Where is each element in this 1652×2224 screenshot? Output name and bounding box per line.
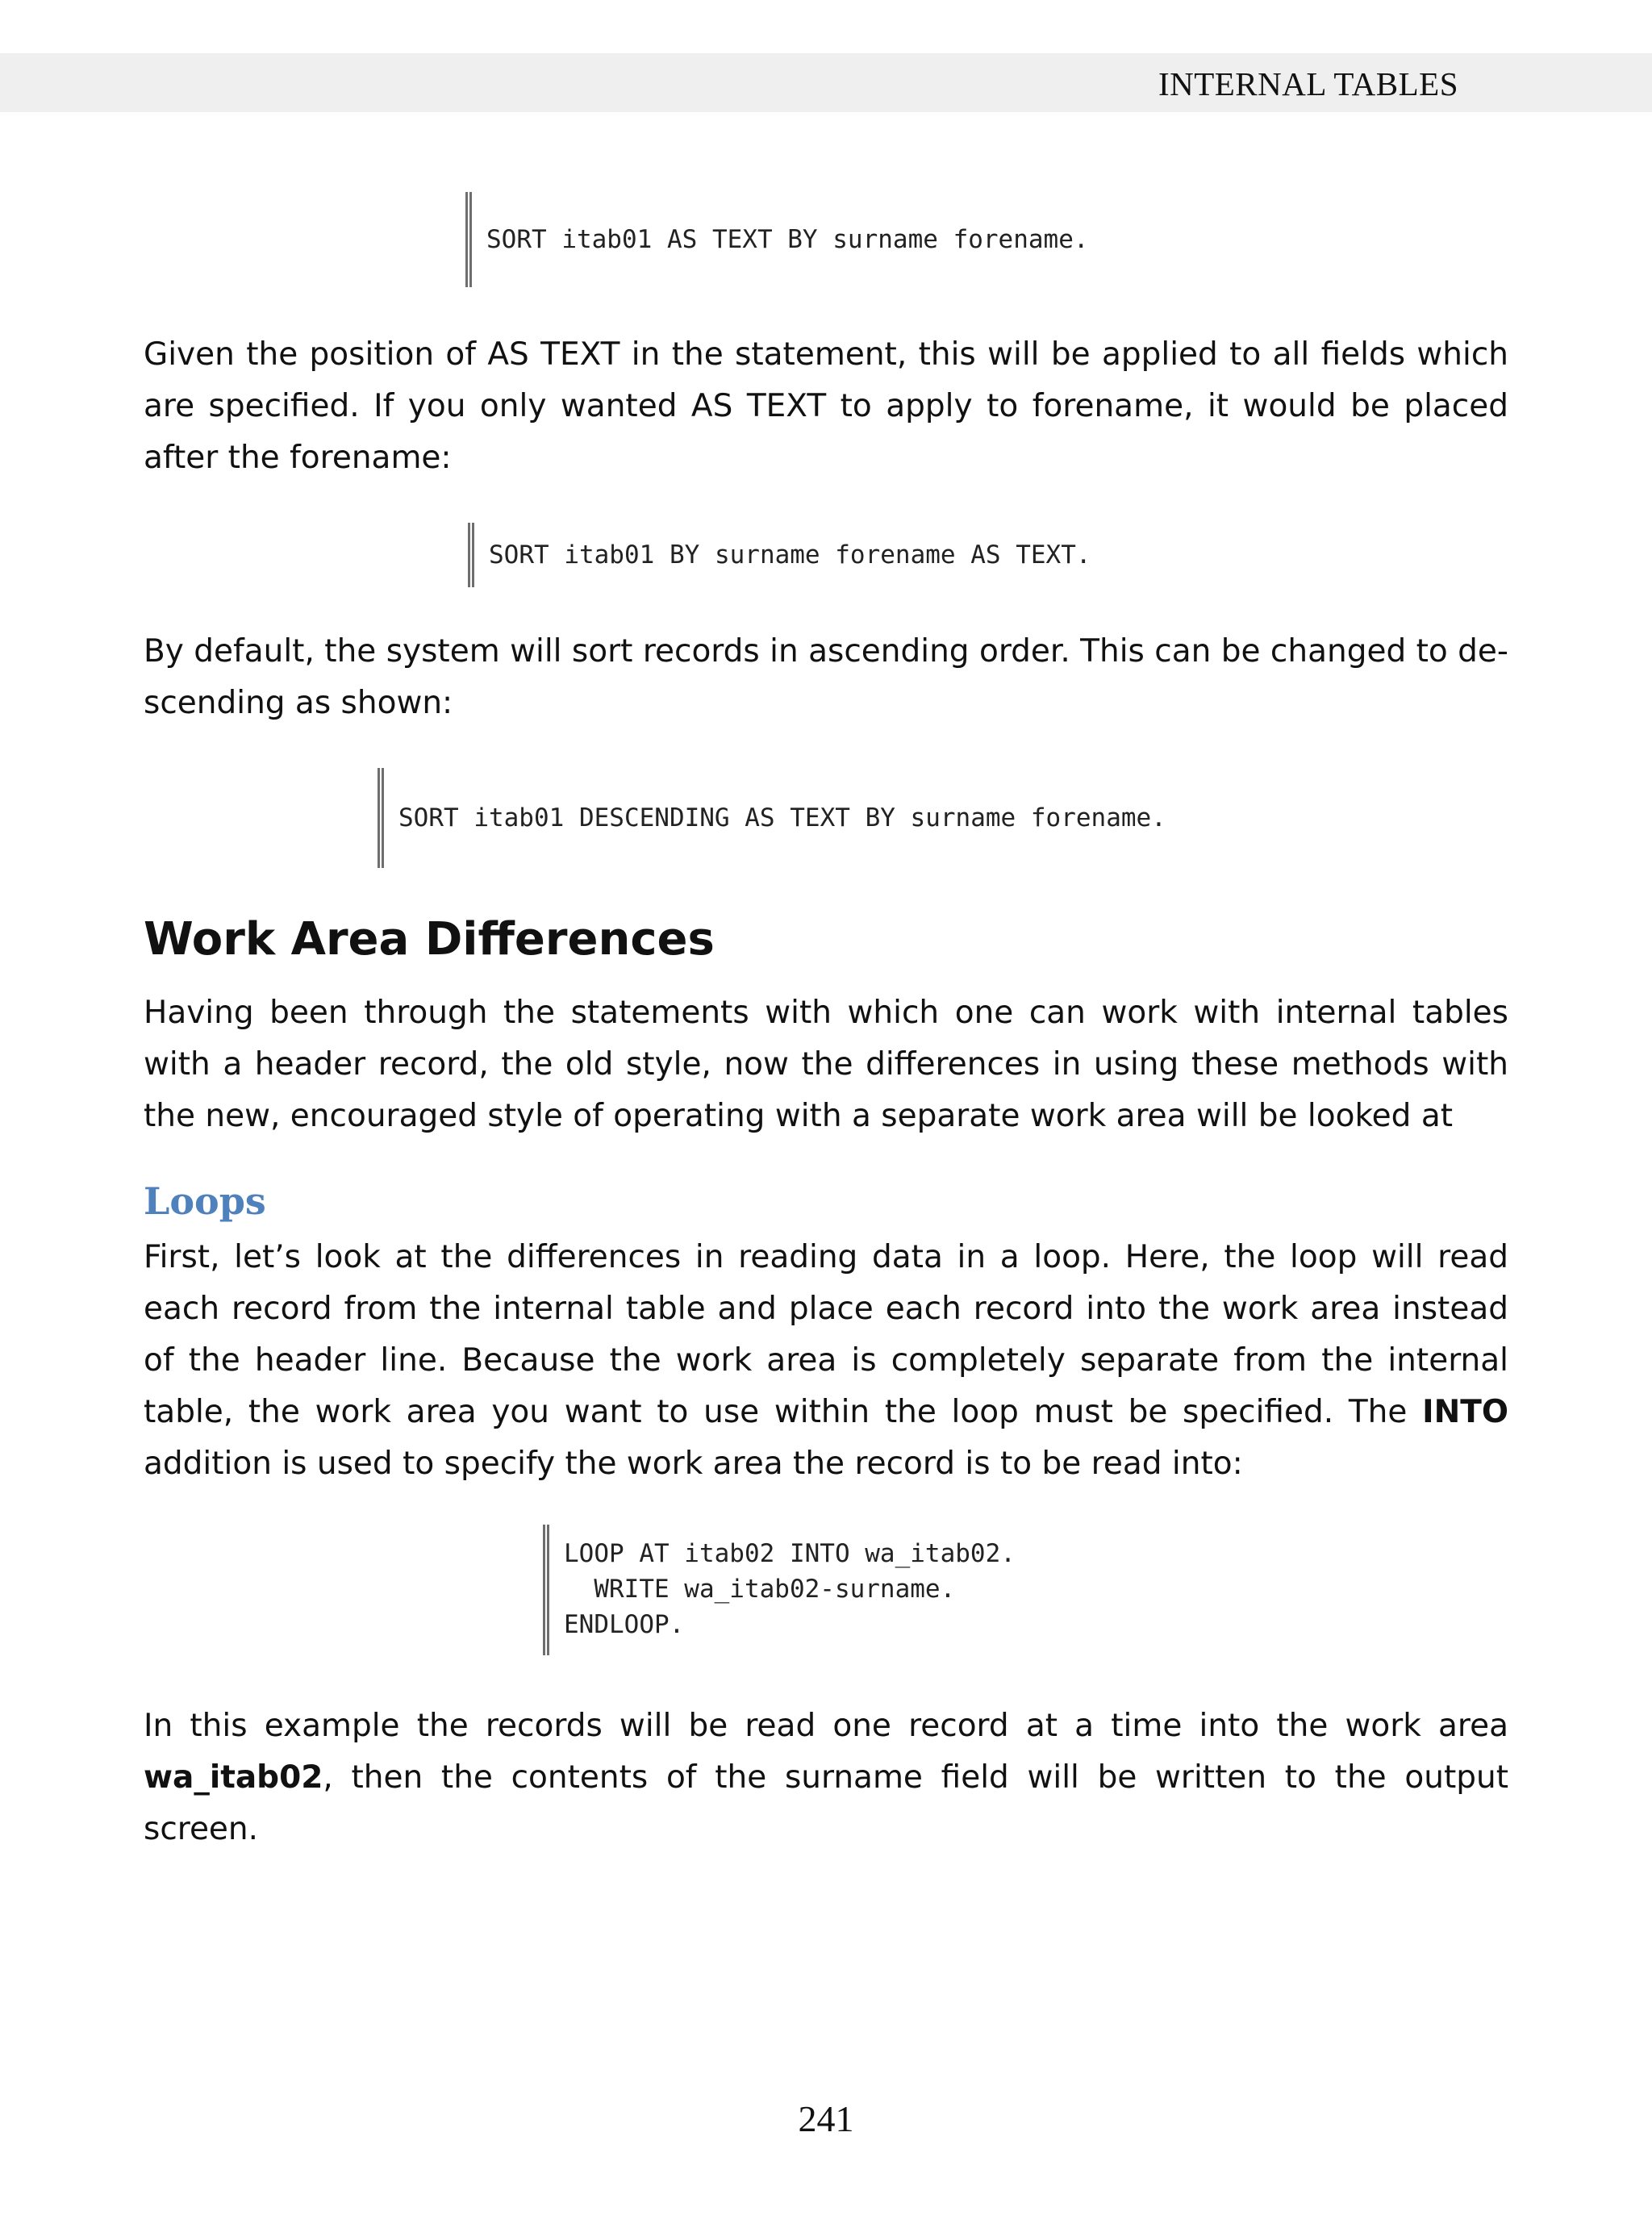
code-sort-descending: SORT itab01 DESCENDING AS TEXT BY surname forename. <box>378 768 1166 868</box>
code-line: LOOP AT itab02 INTO wa_itab02. <box>564 1539 1016 1568</box>
loops-intro-text-1: First, let’s look at the differences in reading data in a loop. Here, the loop will read each record from the internal table and place each record into the work area instead of the header line. Because the work area is completely separate from the internal table, the work area you want to use within the loop must be specified. The <box>144 1239 1508 1430</box>
loops-intro-text-2: addition is used to specify the work area the record is to be read into: <box>144 1446 1243 1482</box>
code-line: WRITE wa_itab02-surname. <box>564 1575 956 1604</box>
example-text-1: In this example the records will be read one record at a time into the work area <box>144 1708 1508 1744</box>
example-bold-work-area: wa_itab02 <box>144 1759 323 1796</box>
code-line: ENDLOOP. <box>564 1610 685 1639</box>
subsection-heading: Loops <box>144 1179 266 1223</box>
paragraph-as-text-position: Given the position of AS TEXT in the statement, this will be applied to all fields which are specified. If you only wanted AS TEXT to apply to forename, it would be placed after the forename: <box>144 336 1508 476</box>
code-sort-as-text-all: SORT itab01 AS TEXT BY surname forename. <box>465 192 1089 287</box>
paragraph-example <box>144 1700 1508 1855</box>
example-text-2: , then the contents of the surname field will be written to the output screen. <box>144 1759 1508 1847</box>
paragraph-work-area-intro: Having been through the statements with which one can work with internal tables with a header record, the old style, now the differences in using these methods with the new, encouraged style of operating with a separate work area will be looked at <box>144 995 1508 1134</box>
page-number: 241 <box>798 2098 854 2139</box>
running-header-title: INTERNAL TABLES <box>1158 65 1458 102</box>
code-sort-as-text-forename: SORT itab01 BY surname forename AS TEXT. <box>468 523 1091 587</box>
paragraph-default-order: By default, the system will sort records in ascending order. This can be changed to de-scending as shown: <box>144 633 1508 721</box>
paragraph-loops-intro <box>144 1232 1508 1490</box>
loops-intro-bold-into: INTO <box>1422 1394 1508 1430</box>
code-loop-block <box>543 1525 1016 1655</box>
section-heading: Work Area Differences <box>144 913 715 966</box>
